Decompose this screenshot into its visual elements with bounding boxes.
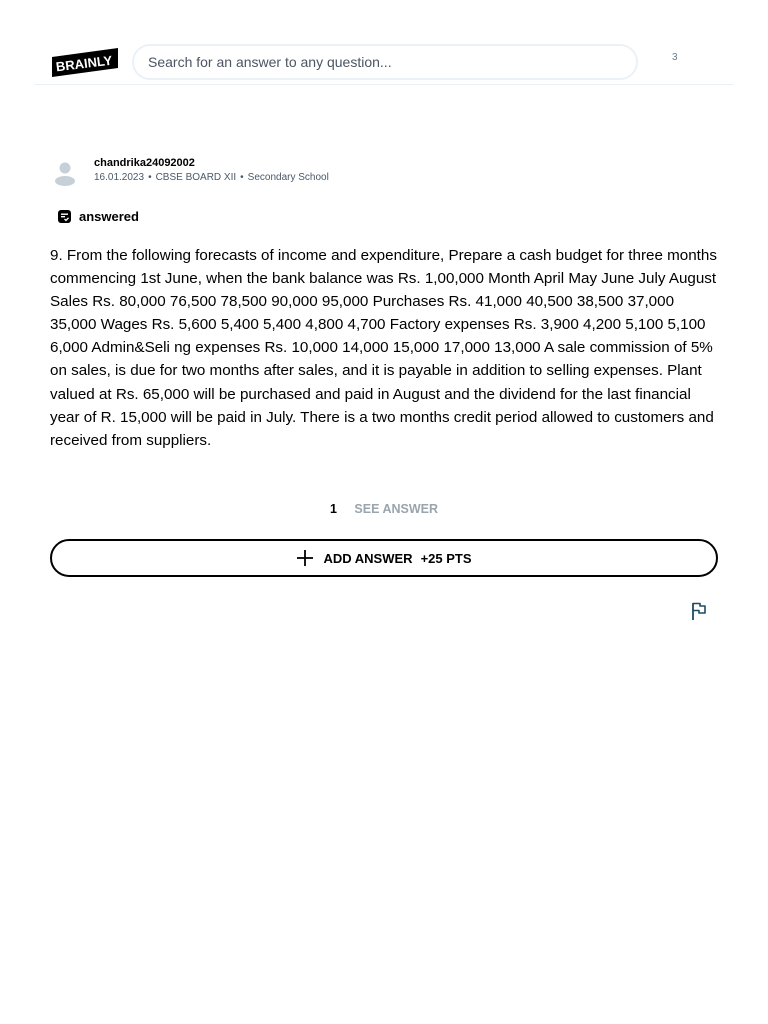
search-bar (132, 44, 638, 80)
flag-icon[interactable] (690, 601, 708, 621)
header (34, 38, 734, 85)
logo-text: BRAINLY (55, 52, 114, 75)
counter: 3 (672, 52, 678, 63)
avatar-icon[interactable] (52, 160, 78, 188)
question-date: 16.01.2023 (94, 172, 145, 183)
answered-label: answered (79, 208, 139, 224)
answered-status (58, 208, 139, 224)
see-answer-button[interactable]: SEE ANSWER (354, 502, 438, 516)
add-answer-button[interactable] (50, 539, 718, 577)
separator-dot: • (240, 172, 244, 183)
author-name[interactable]: chandrika24092002 (94, 157, 195, 169)
search-input[interactable] (148, 46, 618, 78)
level-label: Secondary School (247, 172, 329, 183)
add-answer-label: ADD ANSWER (323, 550, 413, 566)
brainly-logo[interactable] (50, 48, 120, 78)
answer-count: 1 (329, 502, 337, 516)
points-label: +25 PTS (420, 550, 472, 566)
separator-dot: • (148, 172, 152, 183)
question-text: 9. From the following forecasts of income and expenditure, Prepare a cash budget for three months commencing 1st June, when the bank balance was Rs. 1,00,000 Month April May June July August Sales Rs. 80,000 76,500 78,500 90,000 95,000 Purchases Rs. 41,000 40,500 38,500 37,000 35,000 Wages Rs. 5,600 5,400 5,400 4,800 4,700 Factory expenses Rs. 3,900 4,200 5,100 5,100 6,000 Admin&Seli ng expenses Rs. 10,000 14,000 15,000 17,000 13,000 A sale commission of 5% on sales, is due for two months after sales, and it is payable in addition to selling expenses. Plant valued at Rs. 65,000 will be purchased and paid in August and the dividend for the last financial year of R. 15,000 will be paid in July. There is a two months credit period allowed to customers and received from suppliers. (50, 247, 717, 449)
subject-link[interactable]: CBSE BOARD XII (155, 172, 237, 183)
see-answer-row (0, 502, 768, 516)
answered-icon (58, 210, 71, 223)
question-meta (94, 172, 329, 183)
plus-icon (296, 549, 314, 567)
